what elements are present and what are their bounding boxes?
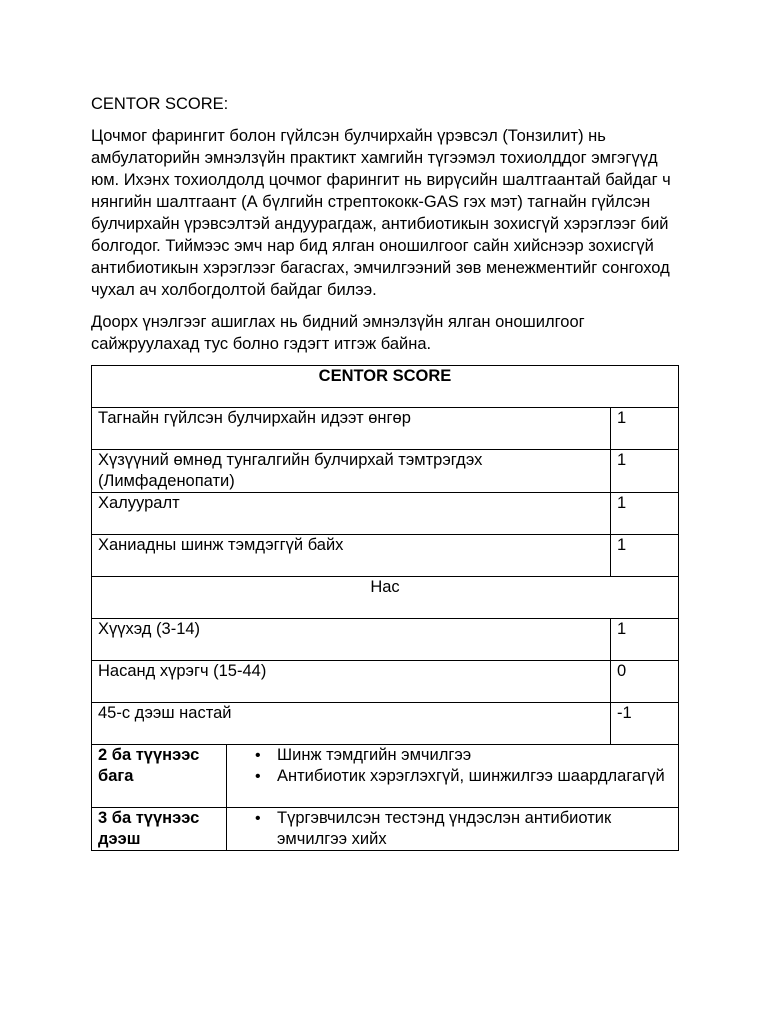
recommendation-cell — [227, 808, 679, 851]
age-label: 45-с дээш настай — [92, 703, 611, 745]
age-header: Нас — [92, 577, 679, 619]
criterion-label: Хүзүүний өмнөд тунгалгийн булчирхай тэмтрэгдэх (Лимфаденопати) — [92, 450, 611, 493]
centor-score-table — [91, 365, 679, 851]
intro-paragraph: Цочмог фарингит болон гүйлсэн булчирхайн үрэвсэл (Тонзилит) нь амбулаторийн эмнэлзүйн практикт хамгийн түгээмэл тохиолддог эмгэгүүд юм. Ихэнх тохиолдолд цочмог фарингит нь вирүсийн шалтгаантай байдаг ч нянгийн шалтгаант (А бүлгийн стрептококк-GAS гэх мэт) тагнайн гүйлсэн булчирхайн үрэвсэлтэй андуурагдаж, антибиотикын зохисгүй хэрэглээг бий болгодог. Тиймээс эмч нар бид ялган оношилгоог сайн хийснээр зохисгүй антибиотикын хэрэглээг багасгах, эмчилгээний зөв менежментийг сонгоход чухал ач холбогдолтой байдаг билээ. — [91, 127, 671, 299]
recommendation-text: Шинж тэмдгийн эмчилгээ — [277, 746, 472, 764]
recommendation-list — [233, 745, 672, 787]
age-label: Насанд хүрэгч (15-44) — [92, 661, 611, 703]
table-row — [92, 619, 679, 661]
age-label: Хүүхэд (3-14) — [92, 619, 611, 661]
criterion-label: Халууралт — [92, 493, 611, 535]
table-row — [92, 408, 679, 450]
recommendation-text: Түргэвчилсэн тестэнд үндэслэн антибиотик эмчилгээ хийх — [277, 809, 612, 848]
usage-paragraph: Доорх үнэлгээг ашиглах нь бидний эмнэлзүйн ялган оношилгоог сайжруулахад тус болно гэдэгт итгэж байна. — [91, 313, 585, 353]
criterion-points: 1 — [611, 450, 679, 493]
table-title: CENTOR SCORE — [92, 366, 679, 408]
age-points: -1 — [611, 703, 679, 745]
criterion-points: 1 — [611, 535, 679, 577]
criterion-label: Тагнайн гүйлсэн булчирхайн идээт өнгөр — [92, 408, 611, 450]
table-row — [92, 493, 679, 535]
table-row — [92, 808, 679, 851]
table-row — [92, 661, 679, 703]
age-points: 0 — [611, 661, 679, 703]
table-row — [92, 703, 679, 745]
score-range: 3 ба түүнээс дээш — [92, 808, 227, 851]
table-row — [92, 535, 679, 577]
table-row — [92, 745, 679, 808]
table-row — [92, 450, 679, 493]
recommendation-cell — [227, 745, 679, 808]
score-range: 2 ба түүнээс бага — [92, 745, 227, 808]
criterion-label: Ханиадны шинж тэмдэггүй байх — [92, 535, 611, 577]
bullet-icon: • — [255, 810, 261, 827]
document-heading: CENTOR SCORE: — [91, 95, 229, 113]
bullet-icon: • — [255, 768, 261, 785]
criterion-points: 1 — [611, 408, 679, 450]
document-page — [91, 93, 679, 851]
recommendation-text: Антибиотик хэрэглэхгүй, шинжилгээ шаардлагагүй — [277, 767, 665, 785]
list-item — [255, 808, 672, 850]
age-points: 1 — [611, 619, 679, 661]
list-item — [255, 766, 672, 787]
criterion-points: 1 — [611, 493, 679, 535]
bullet-icon: • — [255, 747, 261, 764]
list-item — [255, 745, 672, 766]
recommendation-list — [233, 808, 672, 850]
